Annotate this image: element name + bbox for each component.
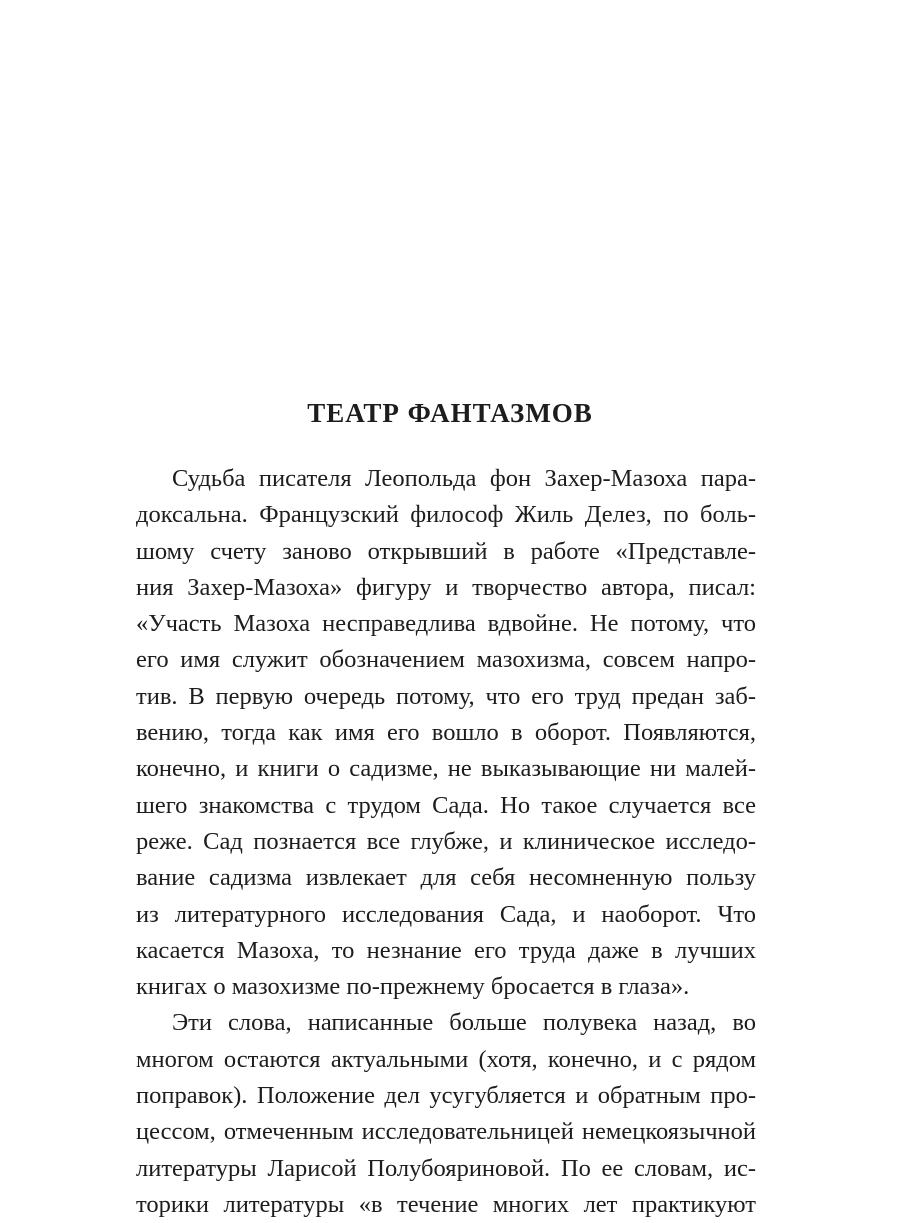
text-line: из литературного исследования Сада, и наоборот. Что [136, 900, 756, 928]
text-line: литературы Ларисой Полубояриновой. По ее словам, ис- [136, 1154, 756, 1182]
text-line: поправок). Положение дел усугубляется и обратным про- [136, 1082, 756, 1110]
text-line: реже. Сад познается все глубже, и клиническое исследо- [136, 827, 756, 855]
text-line: Эти слова, написанные больше полувека назад, во [172, 1009, 756, 1037]
text-line: касается Мазоха, то незнание его труда даже в лучших [136, 936, 756, 964]
text-line: конечно, и книги о садизме, не выказывающие ни малей- [136, 755, 756, 783]
text-line: вание садизма извлекает для себя несомненную пользу [136, 864, 756, 892]
text-line: торики литературы «в течение многих лет практикуют [136, 1190, 756, 1218]
body-text [136, 461, 756, 1223]
text-line: Судьба писателя Леопольда фон Захер-Мазоха пара- [172, 465, 756, 492]
text-line: многом остаются актуальными (хотя, конечно, и с рядом [136, 1045, 756, 1073]
text-line: тив. В первую очередь потому, что его труд предан заб- [136, 682, 756, 710]
text-line: доксальна. Французский философ Жиль Делез, по боль- [136, 501, 756, 529]
text-line: ния Захер-Мазоха» фигуру и творчество автора, писал: [136, 573, 756, 601]
chapter-title: ТЕАТР ФАНТАЗМОВ [307, 398, 593, 428]
text-line: «Участь Мазоха несправедлива вдвойне. Не потому, что [136, 610, 756, 638]
text-line: шего знакомства с трудом Сада. Но такое случается все [136, 791, 756, 819]
text-line: его имя служит обозначением мазохизма, совсем напро- [136, 646, 756, 674]
text-line: шому счету заново открывший в работе «Представле- [136, 537, 756, 565]
text-line: цессом, отмеченным исследовательницей немецкоязычной [136, 1118, 756, 1146]
text-line: вению, тогда как имя его вошло в оборот. Появляются, [136, 719, 756, 747]
text-line: книгах о мазохизме по-прежнему бросается в глаза». [136, 973, 690, 1001]
